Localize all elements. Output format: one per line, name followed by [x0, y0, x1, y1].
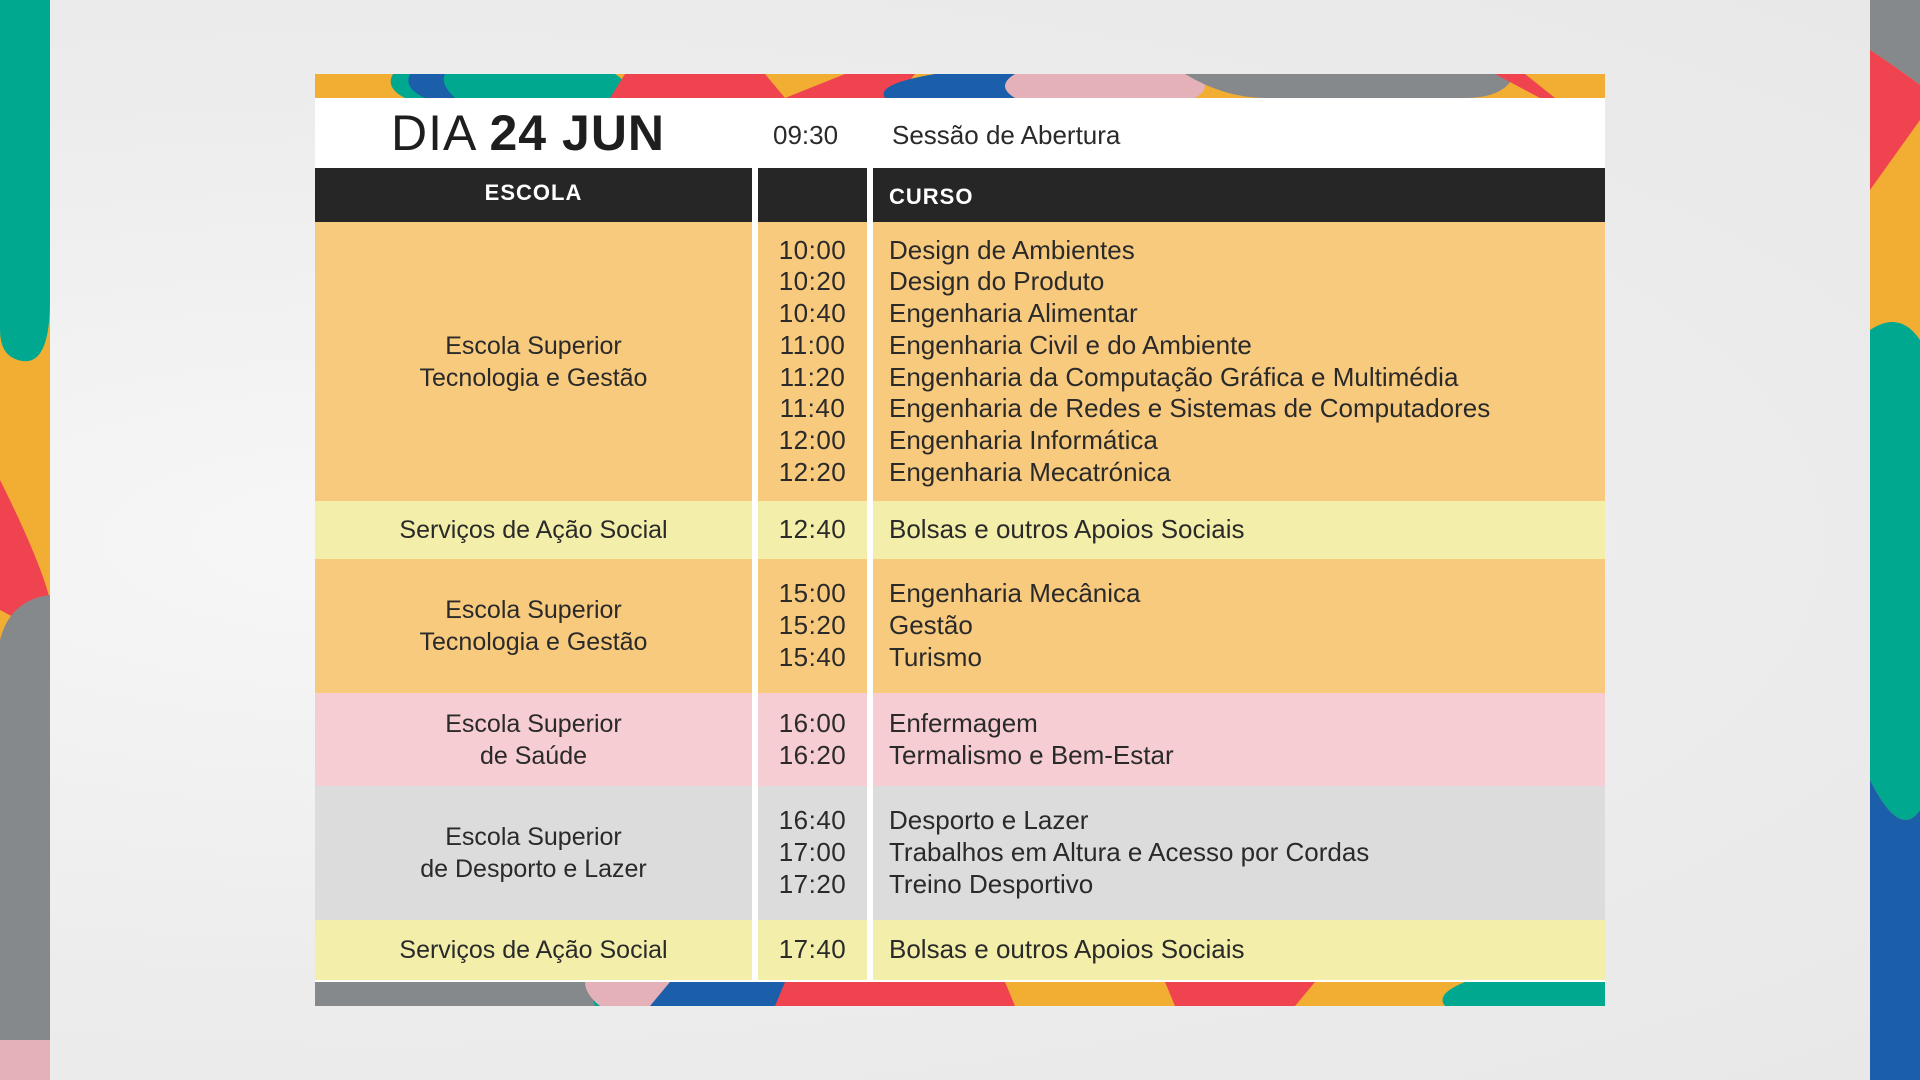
- school-name: [445, 708, 621, 772]
- table-row: [315, 559, 1605, 693]
- time-cell: [758, 920, 867, 980]
- course-name: Enfermagem: [889, 707, 1038, 738]
- school-cell: [315, 920, 752, 980]
- school-name: [399, 934, 667, 966]
- time-slot: 10:00: [778, 234, 847, 265]
- course-name: Engenharia Civil e do Ambiente: [889, 329, 1252, 360]
- school-name-line: Escola Superior: [445, 596, 622, 624]
- course-name: Termalismo e Bem-Estar: [889, 739, 1174, 770]
- time-slot: 10:40: [778, 298, 847, 329]
- time-cell: [758, 501, 867, 559]
- time-slot: 12:00: [778, 424, 847, 455]
- time-cell: [758, 222, 867, 501]
- schedule-card: [315, 74, 1605, 1006]
- school-name-line: Serviços de Ação Social: [399, 936, 668, 964]
- course-name: Treino Desportivo: [889, 868, 1094, 899]
- school-name-line: Serviços de Ação Social: [399, 516, 668, 544]
- course-name: Engenharia Informática: [889, 424, 1158, 455]
- opening-session-label: Sessão de Abertura: [892, 120, 1121, 150]
- time-slot: 15:00: [778, 578, 847, 609]
- time-slot: 17:00: [778, 837, 847, 868]
- table-row: [315, 786, 1605, 920]
- school-cell: [315, 559, 752, 693]
- time-slot: 15:20: [778, 610, 847, 641]
- table-row: [315, 501, 1605, 559]
- school-name-line: Escola Superior: [445, 823, 622, 851]
- top-decorative-band: [315, 74, 1605, 98]
- course-name: Turismo: [889, 641, 982, 672]
- course-name: Engenharia de Redes e Sistemas de Computadores: [889, 393, 1491, 424]
- time-slot: 16:20: [778, 739, 847, 770]
- table-row: [315, 693, 1605, 786]
- school-cell: [315, 222, 752, 501]
- table-row: [315, 920, 1605, 980]
- course-name: Desporto e Lazer: [889, 805, 1089, 836]
- course-name: Design do Produto: [889, 266, 1105, 297]
- time-slot: 16:40: [778, 805, 847, 836]
- school-cell: [315, 501, 752, 559]
- course-cell: [873, 501, 1605, 559]
- opening-session-time: 09:30: [773, 120, 839, 150]
- left-decorative-edge: [0, 0, 50, 1080]
- course-cell: [873, 559, 1605, 693]
- time-slot: 15:40: [778, 641, 847, 672]
- school-name: [420, 330, 648, 394]
- bottom-decorative-band: [315, 982, 1605, 1006]
- day-date: 24 JUN: [489, 105, 666, 161]
- time-cell: [758, 693, 867, 786]
- school-name: [399, 514, 667, 546]
- time-slot: 10:20: [778, 266, 847, 297]
- time-slot: 17:20: [778, 868, 847, 899]
- course-name: Trabalhos em Altura e Acesso por Cordas: [889, 837, 1370, 868]
- course-name: Engenharia Mecatrónica: [889, 456, 1171, 487]
- time-slot: 11:20: [779, 361, 846, 392]
- time-slot: 16:00: [778, 707, 847, 738]
- course-cell: [873, 222, 1605, 501]
- school-cell: [315, 786, 752, 920]
- course-cell: [873, 786, 1605, 920]
- time-cell: [758, 786, 867, 920]
- course-name: Engenharia da Computação Gráfica e Multimédia: [889, 361, 1459, 392]
- time-slot: 11:00: [779, 329, 846, 360]
- time-slot: 12:40: [778, 514, 847, 545]
- course-name: Design de Ambientes: [889, 234, 1135, 265]
- course-name: Engenharia Alimentar: [889, 298, 1138, 329]
- column-header-course: [873, 168, 1605, 222]
- right-decorative-edge: [1870, 0, 1920, 1080]
- school-name-line: de Desporto e Lazer: [420, 855, 647, 883]
- school-name-line: Tecnologia e Gestão: [419, 628, 648, 656]
- school-name-line: Escola Superior: [445, 709, 622, 738]
- course-cell: [873, 920, 1605, 980]
- time-slot: 11:40: [779, 393, 846, 424]
- school-name: [420, 594, 648, 658]
- column-header-school: ESCOLA: [315, 168, 752, 222]
- title-bar: [315, 98, 1605, 168]
- column-header-time: [758, 168, 867, 222]
- day-prefix: DIA: [391, 105, 475, 161]
- day-title: [391, 104, 665, 162]
- table-row: [315, 222, 1605, 501]
- course-name: Engenharia Mecânica: [889, 578, 1141, 609]
- course-name: Gestão: [889, 610, 973, 641]
- table-header: [315, 168, 1605, 222]
- course-name: Bolsas e outros Apoios Sociais: [889, 514, 1245, 545]
- school-name-line: Tecnologia e Gestão: [419, 363, 648, 392]
- time-slot: 12:20: [778, 456, 847, 487]
- column-header-course-label: CURSO: [889, 184, 974, 209]
- school-name-line: de Saúde: [479, 741, 588, 770]
- time-slot: 17:40: [778, 934, 847, 965]
- school-name: [420, 821, 647, 885]
- course-name: Bolsas e outros Apoios Sociais: [889, 934, 1245, 965]
- school-name-line: Escola Superior: [445, 331, 622, 360]
- course-cell: [873, 693, 1605, 786]
- school-cell: [315, 693, 752, 786]
- time-cell: [758, 559, 867, 693]
